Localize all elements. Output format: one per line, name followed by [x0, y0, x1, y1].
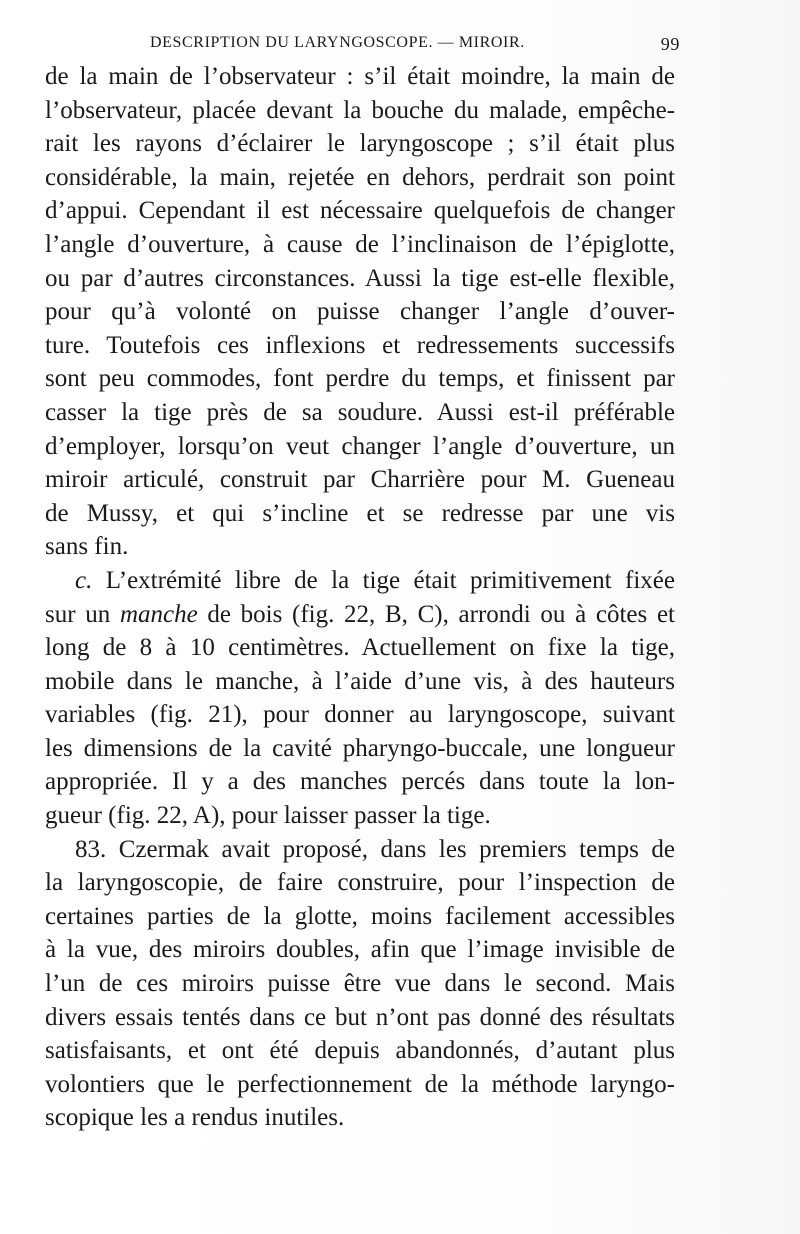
- text-line: divers essais tentés dans ce but n’ont pas donné des résultats: [45, 1003, 675, 1031]
- text-line: de Mussy, et qui s’incline et se redresse par une vis: [45, 499, 675, 527]
- text-line: gueur (fig. 22, A), pour laisser passer la tige.: [45, 802, 491, 830]
- text-line: l’angle d’ouverture, à cause de l’inclinaison de l’épiglotte,: [45, 230, 675, 258]
- text-line: considérable, la main, rejetée en dehors, perdrait son point: [45, 163, 675, 191]
- text-line: satisfaisants, et ont été depuis abandonnés, d’autant plus: [45, 1037, 675, 1065]
- text-line: sont peu commodes, font perdre du temps, et finissent par: [45, 365, 675, 393]
- text-line-rich: c. L’extrémité libre de la tige était primitivement fixée: [75, 566, 675, 594]
- text-line: mobile dans le manche, à l’aide d’une vis, à des hauteurs: [45, 667, 675, 695]
- paragraph: [45, 564, 675, 833]
- text-line: scopique les a rendus inutiles.: [45, 1104, 345, 1132]
- text-line: miroir articulé, construit par Charrière pour M. Gueneau: [45, 466, 675, 494]
- text-line: sans fin.: [45, 533, 129, 561]
- text-line: variables (fig. 21), pour donner au laryngoscope, suivant: [45, 701, 675, 729]
- text-line: ou par d’autres circonstances. Aussi la tige est-elle flexible,: [45, 264, 675, 292]
- text-line: 83. Czermak avait proposé, dans les premiers temps de: [75, 835, 675, 863]
- text-line: l’un de ces miroirs puisse être vue dans le second. Mais: [45, 970, 675, 998]
- text-line: l’observateur, placée devant la bouche du malade, empêche-: [45, 96, 675, 124]
- paragraph: [45, 833, 675, 1135]
- text-line: rait les rayons d’éclairer le laryngoscope ; s’il était plus: [45, 130, 675, 158]
- text-line-rich: sur un manche de bois (fig. 22, B, C), arrondi ou à côtes et: [45, 600, 675, 628]
- text-line: appropriée. Il y a des manches percés dans toute la lon-: [45, 768, 675, 796]
- text-line: volontiers que le perfectionnement de la méthode laryngo-: [45, 1070, 675, 1098]
- text-line: long de 8 à 10 centimètres. Actuellement on fixe la tige,: [45, 634, 675, 662]
- text-line: de la main de l’observateur : s’il était moindre, la main de: [45, 63, 675, 90]
- text-line: certaines parties de la glotte, moins facilement accessibles: [45, 902, 675, 930]
- running-header: [150, 34, 680, 58]
- text-line: d’employer, lorsqu’on veut changer l’angle d’ouverture, un: [45, 432, 675, 460]
- text-line: la laryngoscopie, de faire construire, pour l’inspection de: [45, 869, 675, 897]
- text-line: casser la tige près de sa soudure. Aussi est-il préférable: [45, 398, 675, 426]
- text-line: pour qu’à volonté on puisse changer l’angle d’ouver-: [45, 298, 675, 326]
- paragraph: [45, 60, 675, 564]
- body-text: [45, 60, 675, 1135]
- text-line: à la vue, des miroirs doubles, afin que l’image invisible de: [45, 936, 675, 964]
- text-line: ture. Toutefois ces inflexions et redressements successifs: [45, 331, 675, 359]
- running-title: DESCRIPTION DU LARYNGOSCOPE. — MIROIR.: [150, 34, 525, 51]
- text-line: les dimensions de la cavité pharyngo-buccale, une longueur: [45, 734, 675, 762]
- page-number: 99: [660, 34, 680, 54]
- text-line: d’appui. Cependant il est nécessaire quelquefois de changer: [45, 197, 675, 225]
